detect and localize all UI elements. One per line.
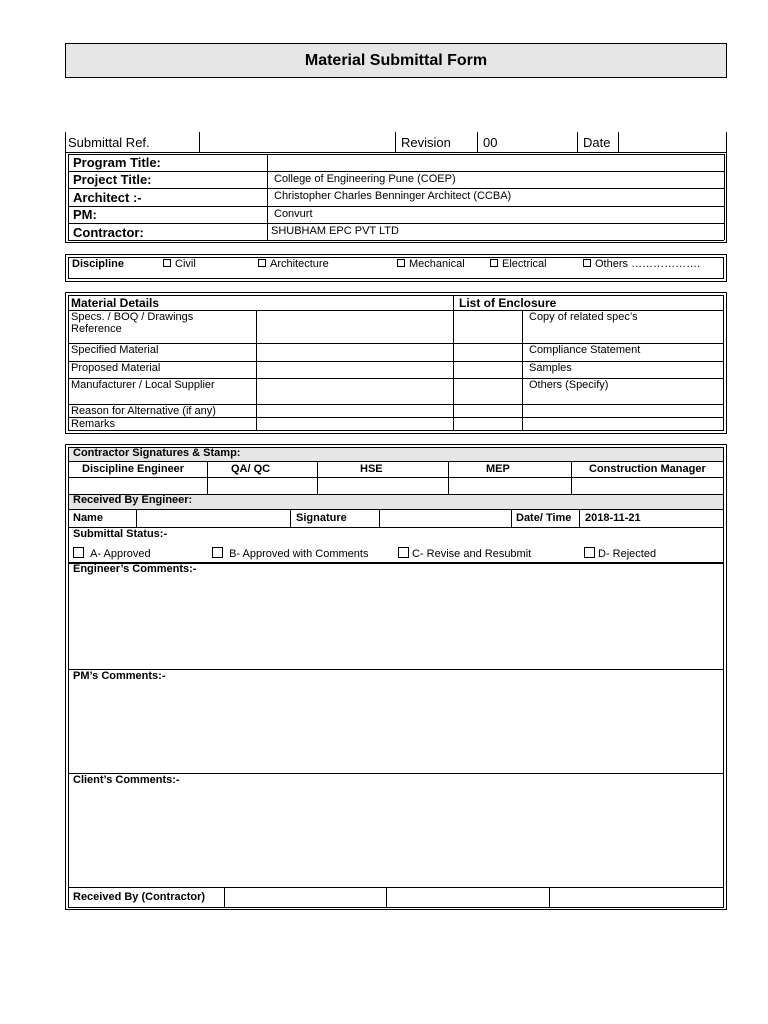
revision-value: 00 xyxy=(483,135,498,150)
pm-value: Convurt xyxy=(274,208,313,220)
submittal-ref-label: Submittal Ref. xyxy=(68,135,150,150)
program-title-label: Program Title: xyxy=(73,155,161,170)
pm-label: PM: xyxy=(73,207,97,222)
checkbox-icon[interactable] xyxy=(163,259,171,267)
enclosure-samples: Samples xyxy=(529,362,572,374)
col-discipline-engineer: Discipline Engineer xyxy=(82,463,185,475)
row-remarks: Remarks xyxy=(71,418,116,430)
enclosure-spec: Copy of related spec’s xyxy=(529,311,638,323)
col-construction-manager: Construction Manager xyxy=(589,463,706,475)
row-reference: Reference xyxy=(71,323,122,335)
checkbox-icon[interactable] xyxy=(490,259,498,267)
date-time-label: Date/ Time xyxy=(516,512,572,524)
form-title: Material Submittal Form xyxy=(65,43,727,78)
received-by-contractor-label: Received By (Contractor) xyxy=(73,891,206,903)
revision-label: Revision xyxy=(401,135,451,150)
material-details-header: Material Details xyxy=(71,296,160,310)
discipline-electrical[interactable]: Electrical xyxy=(490,258,547,270)
discipline-label: Discipline xyxy=(72,258,124,270)
status-approved-with-comments[interactable]: B- Approved with Comments xyxy=(212,547,368,560)
submittal-status-label: Submittal Status:- xyxy=(73,528,168,540)
architect-value: Christopher Charles Benninger Architect (CCBA) xyxy=(274,190,512,202)
checkbox-icon[interactable] xyxy=(583,259,591,267)
col-hse: HSE xyxy=(360,463,383,475)
checkbox-icon[interactable] xyxy=(212,547,223,558)
project-title-label: Project Title: xyxy=(73,172,152,187)
contractor-signatures-header: Contractor Signatures & Stamp: xyxy=(73,447,241,459)
checkbox-icon[interactable] xyxy=(258,259,266,267)
row-manufacturer: Manufacturer / Local Supplier xyxy=(71,379,215,391)
name-label: Name xyxy=(73,512,103,524)
contractor-label: Contractor: xyxy=(73,225,144,240)
signature-label: Signature xyxy=(296,512,347,524)
col-qa-qc: QA/ QC xyxy=(231,463,271,475)
checkbox-icon[interactable] xyxy=(397,259,405,267)
checkbox-icon[interactable] xyxy=(398,547,409,558)
col-mep: MEP xyxy=(486,463,510,475)
discipline-civil[interactable]: Civil xyxy=(163,258,196,270)
row-specified-material: Specified Material xyxy=(71,344,159,356)
status-approved[interactable]: A- Approved xyxy=(73,547,151,560)
row-reason: Reason for Alternative (if any) xyxy=(71,405,216,417)
row-proposed-material: Proposed Material xyxy=(71,362,161,374)
checkbox-icon[interactable] xyxy=(584,547,595,558)
architect-label: Architect :- xyxy=(73,190,142,205)
enclosure-compliance: Compliance Statement xyxy=(529,344,641,356)
enclosure-header: List of Enclosure xyxy=(459,296,557,310)
discipline-mechanical[interactable]: Mechanical xyxy=(397,258,465,270)
pm-comments-label: PM’s Comments:- xyxy=(73,670,166,682)
received-by-engineer-label: Received By Engineer: xyxy=(73,494,193,506)
discipline-architecture[interactable]: Architecture xyxy=(258,258,329,270)
enclosure-others: Others (Specify) xyxy=(529,379,609,391)
status-rejected[interactable]: D- Rejected xyxy=(584,547,656,560)
row-specs: Specs. / BOQ / Drawings xyxy=(71,311,194,323)
status-revise-resubmit[interactable]: C- Revise and Resubmit xyxy=(398,547,531,560)
checkbox-icon[interactable] xyxy=(73,547,84,558)
client-comments-label: Client’s Comments:- xyxy=(73,774,180,786)
contractor-value: SHUBHAM EPC PVT LTD xyxy=(271,225,399,237)
date-label: Date xyxy=(583,135,611,150)
engineer-comments-label: Engineer’s Comments:- xyxy=(73,563,197,575)
project-title-value: College of Engineering Pune (COEP) xyxy=(274,173,456,185)
discipline-others[interactable]: Others ………………. xyxy=(583,258,700,270)
date-time-value: 2018-11-21 xyxy=(585,512,641,524)
